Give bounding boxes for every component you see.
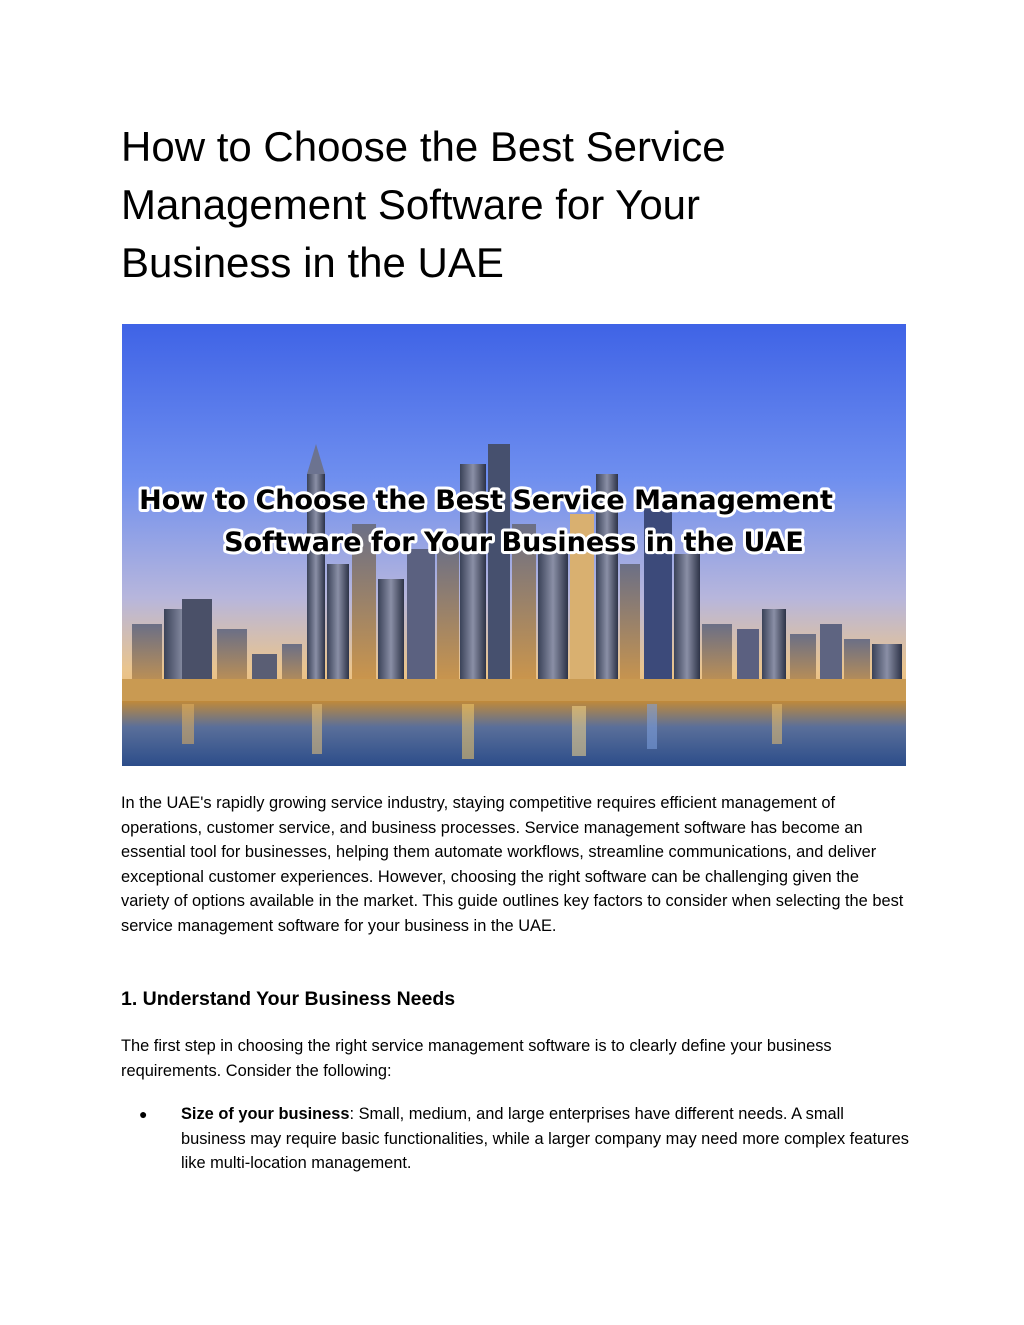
section-paragraph: The first step in choosing the right service management software is to clearly define your business requirements. Consider the following:	[121, 1037, 832, 1080]
intro-paragraph: In the UAE's rapidly growing service industry, staying competitive requires efficient management of operations, customer service, and business processes. Service management software has become an essential tool for businesses, helping them automate workflows, streamline communications, and deliver exceptional customer experiences. However, choosing the right software can be challenging given the variety of options available in the market. This guide outlines key factors to consider when selecting the best service management software for your business in the UAE.	[121, 794, 904, 935]
bullet-icon: ●	[139, 1106, 148, 1122]
list-item-bold: Size of your business	[181, 1105, 350, 1123]
list-item-text: : Small, medium, and large enterprises have different needs. A small business may require basic functionalities, while a larger company may need more complex features like multi-location management.	[181, 1105, 909, 1172]
hero-image	[122, 324, 906, 766]
hero-overlay-line2: Software for Your Business in the UAE	[224, 527, 804, 558]
hero-overlay-line1: How to Choose the Best Service Management	[139, 485, 833, 516]
section-heading: 1. Understand Your Business Needs	[121, 988, 456, 1010]
bullet-list	[121, 1102, 911, 1176]
document-title: How to Choose the Best Service Management Software for Your Business in the UAE	[121, 123, 726, 286]
list-item	[121, 1102, 911, 1176]
